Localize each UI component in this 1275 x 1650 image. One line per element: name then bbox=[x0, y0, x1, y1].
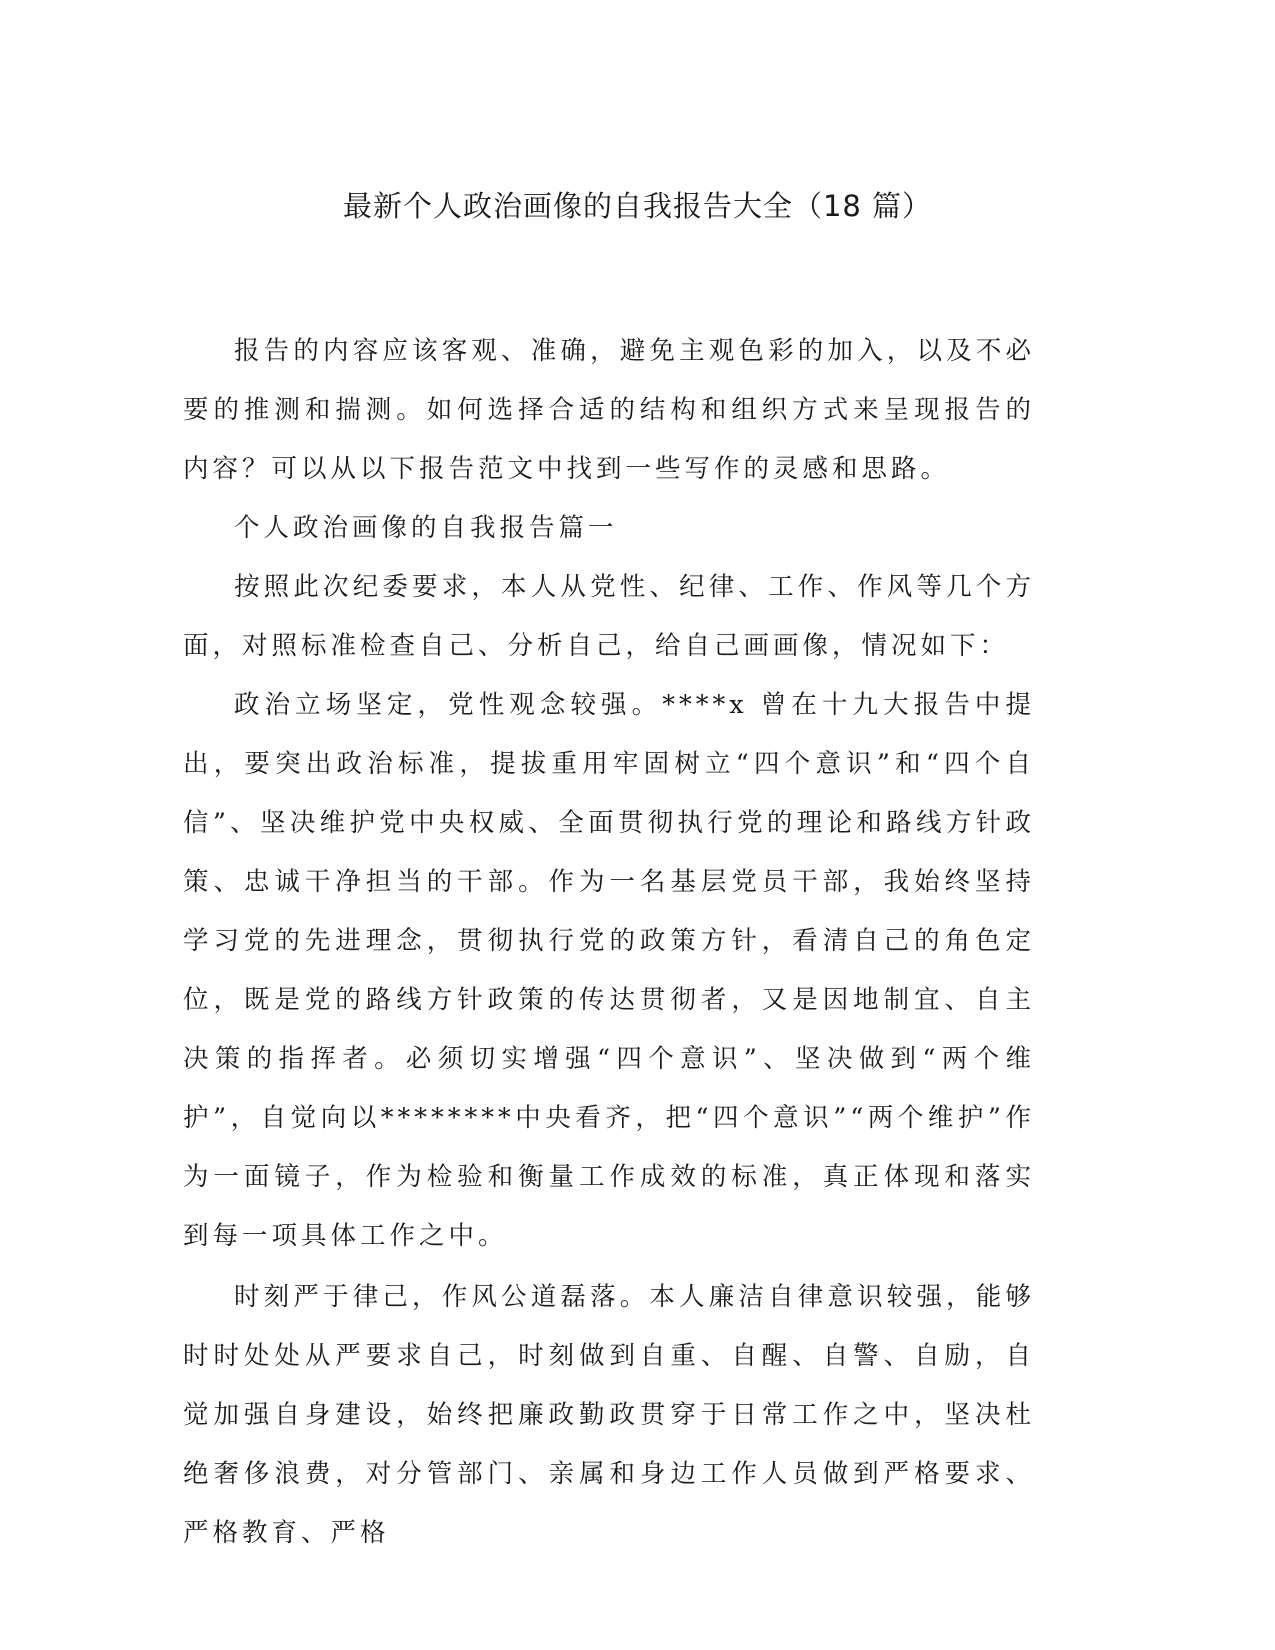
document-body bbox=[183, 322, 1035, 1563]
section-heading: 个人政治画像的自我报告篇一 bbox=[234, 513, 618, 543]
intro-paragraph: 报告的内容应该客观、准确，避免主观色彩的加入，以及不必要的推测和揣测。如何选择合适的结构和组织方式来呈现报告的内容？可以从以下报告范文中找到一些写作的灵感和思路。 bbox=[183, 336, 1035, 484]
document-title: 最新个人政治画像的自我报告大全（18 篇） bbox=[342, 189, 933, 223]
paragraph: 时刻严于律己，作风公道磊落。本人廉洁自律意识较强，能够时时处处从严要求自己，时刻做到自重、自醒、自警、自励，自觉加强自身建设，始终把廉政勤政贯穿于日常工作之中，坚决杜绝奢侈浪费，对分管部门、亲属和身边工作人员做到严格要求、严格教育、严格 bbox=[183, 1282, 1035, 1548]
paragraph: 政治立场坚定，党性观念较强。****x 曾在十九大报告中提出，要突出政治标准，提拔重用牢固树立“四个意识”和“四个自信”、坚决维护党中央权威、全面贯彻执行党的理论和路线方针政策、忠诚干净担当的干部。作为一名基层党员干部，我始终坚持学习党的先进理念，贯彻执行党的政策方针，看清自己的角色定位，既是党的路线方针政策的传达贯彻者，又是因地制宜、自主决策的指挥者。必须切实增强“四个意识”、坚决做到“两个维护”，自觉向以********中央看齐，把“四个意识”“两个维护”作为一面镜子，作为检验和衡量工作成效的标准，真正体现和落实到每一项具体工作之中。 bbox=[183, 690, 1035, 1251]
paragraph: 按照此次纪委要求，本人从党性、纪律、工作、作风等几个方面，对照标准检查自己、分析自己，给自己画画像，情况如下： bbox=[183, 572, 1035, 661]
